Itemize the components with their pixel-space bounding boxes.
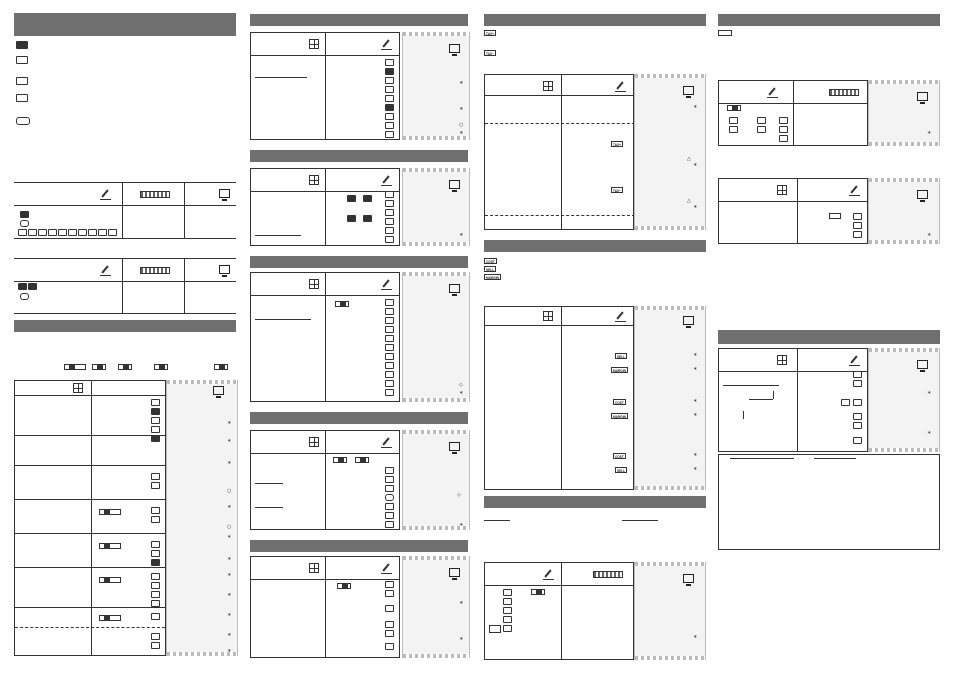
key-icon [20, 211, 29, 218]
calculator-icon [543, 311, 553, 321]
table-header [14, 183, 236, 206]
monitor-icon [449, 568, 460, 577]
monitor-icon [917, 360, 928, 369]
monitor-icon [219, 265, 230, 274]
margin-key: MARGIN [486, 276, 499, 280]
example-table [14, 182, 236, 239]
pen-icon [543, 569, 554, 580]
monitor-icon [683, 574, 694, 583]
pen-icon [381, 279, 392, 290]
printer-tape: ∗ [634, 562, 706, 660]
example-table [484, 562, 634, 660]
calculator-icon [309, 563, 319, 573]
lcd-display-icon [140, 267, 170, 274]
panel-2 [250, 0, 472, 674]
monitor-icon [449, 44, 460, 53]
pen-icon [100, 189, 111, 200]
key-icon [18, 283, 27, 290]
key-icon [20, 293, 29, 300]
calculator-icon [309, 279, 319, 289]
tax-minus-key: TAX− [486, 52, 494, 56]
panel-1 [14, 0, 236, 674]
calculator-icon [309, 39, 319, 49]
print-switch-2[interactable] [214, 364, 228, 370]
monitor-icon [683, 316, 694, 325]
decimal-switch[interactable] [64, 364, 86, 370]
function-key [718, 30, 732, 36]
section-header [250, 412, 468, 424]
lcd-display-icon [593, 571, 623, 578]
pen-icon [100, 265, 111, 276]
section-header [484, 240, 706, 252]
example-table: TAX+ TAX− [484, 74, 634, 230]
note-box [718, 454, 940, 550]
pen-icon [849, 185, 860, 196]
section-header [718, 14, 940, 26]
monitor-icon [213, 386, 224, 395]
tax-plus-key: TAX+ [486, 32, 494, 36]
printer-tape: ∗ ∗ ∗ ○ ∗ ○ ∗ ∗ ∗ ∗ ∗ ∗ ∗ [166, 380, 238, 656]
pen-icon [381, 563, 392, 574]
section-header [14, 320, 236, 332]
printer-tape: ◇ ∗ [402, 430, 470, 530]
section-header [484, 496, 706, 508]
table-header [15, 381, 165, 396]
example-table [14, 258, 236, 314]
calculator-icon [777, 185, 787, 195]
printer-tape: ◇ ∗ [402, 272, 470, 402]
monitor-icon [449, 284, 460, 293]
pen-icon [849, 355, 860, 366]
calculator-icon [309, 175, 319, 185]
monitor-icon [917, 92, 928, 101]
monitor-icon [449, 442, 460, 451]
calculator-icon [543, 81, 553, 91]
pen-icon [381, 39, 392, 50]
pen-icon [767, 87, 778, 98]
key-icon [16, 41, 28, 49]
key-icon [28, 283, 37, 290]
gt-switch[interactable] [118, 364, 132, 370]
printer-tape: ∗ [402, 168, 470, 246]
sell-key: SELL [486, 268, 495, 272]
monitor-icon [917, 190, 928, 199]
panel-3 [484, 0, 706, 674]
example-table [250, 272, 400, 402]
example-table [718, 80, 868, 146]
calculator-icon [777, 355, 787, 365]
example-table: SELL MARGIN COST MARGIN COST SELL [484, 306, 634, 490]
example-table [250, 430, 400, 530]
section-header [250, 14, 468, 26]
calculator-icon [309, 437, 319, 447]
printer-tape: ∗ [868, 178, 940, 244]
cost-key: COST [486, 260, 495, 264]
table-header [14, 259, 236, 282]
printer-tape: ∗ ∗ [402, 556, 470, 658]
rounding-switch[interactable] [92, 364, 106, 370]
lcd-display-icon [829, 89, 859, 96]
example-table [250, 32, 400, 140]
key-icon [16, 117, 30, 125]
key-column [151, 399, 160, 444]
printer-tape: ∗ [868, 80, 940, 146]
pen-icon [381, 175, 392, 186]
example-table [250, 168, 400, 246]
printer-tape: ∗ △ ∗ △ ∗ [634, 74, 706, 230]
section-header [250, 256, 468, 268]
monitor-icon [683, 86, 694, 95]
calculator-icon [73, 383, 83, 393]
pen-icon [615, 81, 626, 92]
monitor-icon [219, 189, 230, 198]
section-header [718, 330, 940, 344]
pen-icon [381, 437, 392, 448]
print-switch[interactable] [154, 364, 168, 370]
key-icon [20, 220, 29, 227]
section-header [250, 540, 468, 552]
pen-icon [615, 311, 626, 322]
panel-4 [718, 0, 940, 674]
printer-tape: ∗ ∗ ○ ∗ [402, 32, 470, 140]
key-icon [16, 56, 28, 64]
key-icon [16, 94, 28, 102]
section-header [14, 13, 236, 36]
example-table [718, 348, 868, 452]
section-header [250, 150, 468, 162]
lcd-display-icon [140, 191, 170, 198]
example-table [718, 178, 868, 244]
monitor-icon [449, 180, 460, 189]
settings-table [14, 380, 166, 656]
section-header [484, 14, 706, 26]
printer-tape: ∗ ∗ ∗ ∗ ∗ ∗ [634, 306, 706, 490]
key-icon [16, 77, 28, 85]
example-table [250, 556, 400, 658]
printer-tape: ∗ ∗ [868, 348, 940, 452]
